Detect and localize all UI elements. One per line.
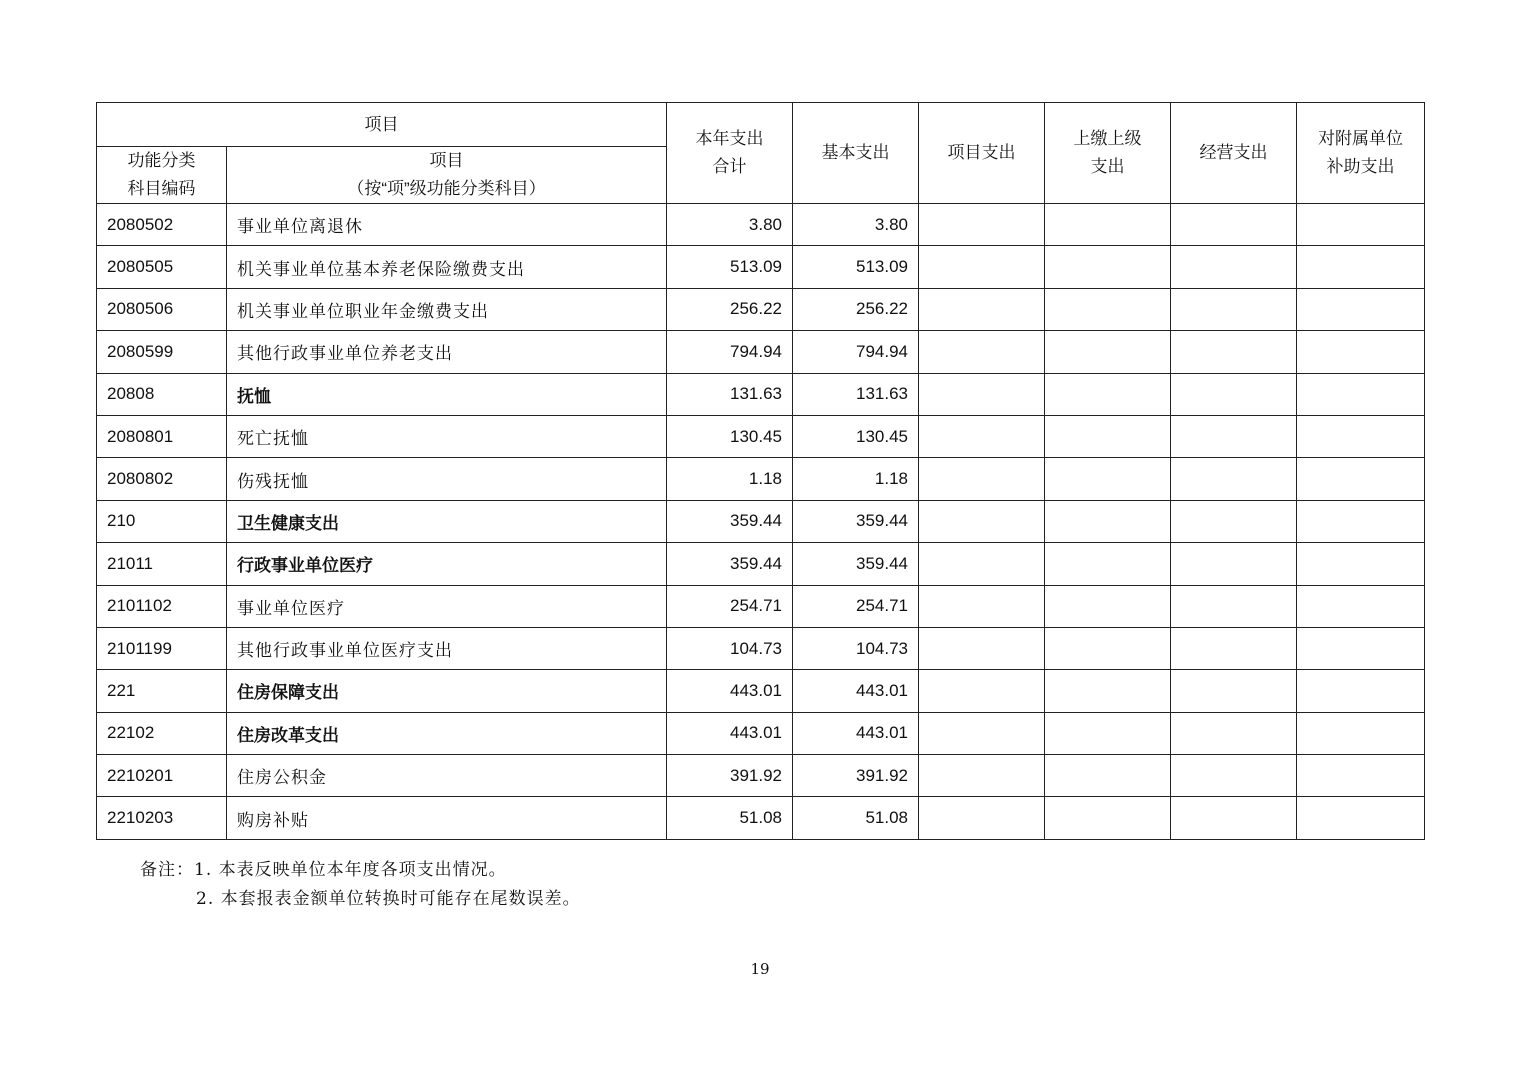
row-operating [1171, 712, 1297, 754]
table-row [97, 331, 1425, 373]
row-name: 抚恤 [227, 373, 667, 415]
row-name: 行政事业单位医疗 [227, 543, 667, 585]
row-basic: 513.09 [793, 246, 919, 288]
row-subsidy [1297, 797, 1425, 839]
row-remit [1045, 585, 1171, 627]
row-basic: 256.22 [793, 288, 919, 330]
row-project [919, 797, 1045, 839]
row-basic: 254.71 [793, 585, 919, 627]
row-project [919, 373, 1045, 415]
row-operating [1171, 331, 1297, 373]
notes [140, 856, 581, 914]
row-code: 2080502 [97, 204, 227, 246]
row-operating [1171, 755, 1297, 797]
row-operating [1171, 543, 1297, 585]
row-basic: 1.18 [793, 458, 919, 500]
row-basic: 131.63 [793, 373, 919, 415]
header-basic: 基本支出 [793, 103, 919, 204]
table-row [97, 670, 1425, 712]
row-operating [1171, 288, 1297, 330]
note-line-1: 备注：1. 本表反映单位本年度各项支出情况。 [140, 860, 507, 880]
row-operating [1171, 246, 1297, 288]
table-row [97, 712, 1425, 754]
header-name: 项目 （按“项”级功能分类科目） [227, 147, 667, 204]
row-subsidy [1297, 204, 1425, 246]
row-remit [1045, 627, 1171, 669]
row-name: 死亡抚恤 [227, 415, 667, 457]
row-remit [1045, 373, 1171, 415]
row-code: 2080505 [97, 246, 227, 288]
row-total: 254.71 [667, 585, 793, 627]
row-remit [1045, 331, 1171, 373]
row-code: 221 [97, 670, 227, 712]
row-total: 359.44 [667, 543, 793, 585]
header-project: 项目支出 [919, 103, 1045, 204]
header-code: 功能分类 科目编码 [97, 147, 227, 204]
table-row [97, 458, 1425, 500]
page-number: 19 [750, 960, 770, 978]
row-code: 2080801 [97, 415, 227, 457]
row-total: 359.44 [667, 500, 793, 542]
row-project [919, 500, 1045, 542]
header-total: 本年支出 合计 [667, 103, 793, 204]
row-basic: 443.01 [793, 712, 919, 754]
row-name: 事业单位离退休 [227, 204, 667, 246]
row-code: 21011 [97, 543, 227, 585]
row-remit [1045, 670, 1171, 712]
row-total: 443.01 [667, 670, 793, 712]
row-subsidy [1297, 500, 1425, 542]
row-subsidy [1297, 755, 1425, 797]
row-basic: 104.73 [793, 627, 919, 669]
row-basic: 794.94 [793, 331, 919, 373]
row-project [919, 246, 1045, 288]
row-basic: 359.44 [793, 500, 919, 542]
table-row [97, 415, 1425, 457]
row-remit [1045, 246, 1171, 288]
row-remit [1045, 204, 1171, 246]
row-code: 2101199 [97, 627, 227, 669]
row-total: 1.18 [667, 458, 793, 500]
row-name: 其他行政事业单位养老支出 [227, 331, 667, 373]
row-operating [1171, 670, 1297, 712]
row-remit [1045, 797, 1171, 839]
row-project [919, 415, 1045, 457]
table-row [97, 500, 1425, 542]
row-remit [1045, 755, 1171, 797]
row-remit [1045, 543, 1171, 585]
row-project [919, 585, 1045, 627]
row-subsidy [1297, 670, 1425, 712]
row-total: 131.63 [667, 373, 793, 415]
table-body [97, 204, 1425, 840]
row-code: 2080506 [97, 288, 227, 330]
row-total: 51.08 [667, 797, 793, 839]
row-operating [1171, 585, 1297, 627]
table-row [97, 246, 1425, 288]
row-remit [1045, 415, 1171, 457]
row-project [919, 627, 1045, 669]
table-row [97, 288, 1425, 330]
row-operating [1171, 458, 1297, 500]
row-remit [1045, 712, 1171, 754]
row-project [919, 331, 1045, 373]
row-remit [1045, 500, 1171, 542]
row-name: 住房保障支出 [227, 670, 667, 712]
row-basic: 3.80 [793, 204, 919, 246]
row-subsidy [1297, 373, 1425, 415]
row-operating [1171, 204, 1297, 246]
row-subsidy [1297, 543, 1425, 585]
row-basic: 130.45 [793, 415, 919, 457]
row-subsidy [1297, 712, 1425, 754]
row-subsidy [1297, 415, 1425, 457]
row-name: 伤残抚恤 [227, 458, 667, 500]
row-name: 机关事业单位职业年金缴费支出 [227, 288, 667, 330]
row-remit [1045, 458, 1171, 500]
row-basic: 51.08 [793, 797, 919, 839]
note-line-2: 2. 本套报表金额单位转换时可能存在尾数误差。 [196, 889, 581, 909]
row-total: 256.22 [667, 288, 793, 330]
row-code: 20808 [97, 373, 227, 415]
row-name: 购房补贴 [227, 797, 667, 839]
row-operating [1171, 373, 1297, 415]
row-subsidy [1297, 585, 1425, 627]
table-row [97, 755, 1425, 797]
row-project [919, 288, 1045, 330]
row-total: 794.94 [667, 331, 793, 373]
row-subsidy [1297, 627, 1425, 669]
row-project [919, 755, 1045, 797]
row-basic: 359.44 [793, 543, 919, 585]
row-operating [1171, 500, 1297, 542]
row-name: 机关事业单位基本养老保险缴费支出 [227, 246, 667, 288]
row-name: 其他行政事业单位医疗支出 [227, 627, 667, 669]
row-subsidy [1297, 288, 1425, 330]
row-basic: 443.01 [793, 670, 919, 712]
row-operating [1171, 627, 1297, 669]
table-row [97, 543, 1425, 585]
row-total: 513.09 [667, 246, 793, 288]
row-code: 2210203 [97, 797, 227, 839]
row-name: 住房公积金 [227, 755, 667, 797]
row-total: 443.01 [667, 712, 793, 754]
row-project [919, 670, 1045, 712]
row-name: 住房改革支出 [227, 712, 667, 754]
row-code: 2101102 [97, 585, 227, 627]
row-subsidy [1297, 458, 1425, 500]
row-name: 事业单位医疗 [227, 585, 667, 627]
row-code: 2210201 [97, 755, 227, 797]
row-project [919, 712, 1045, 754]
row-code: 210 [97, 500, 227, 542]
expenditure-table [96, 102, 1425, 840]
header-operating: 经营支出 [1171, 103, 1297, 204]
header-item: 项目 [97, 103, 667, 147]
row-code: 2080599 [97, 331, 227, 373]
header-subsidy: 对附属单位 补助支出 [1297, 103, 1425, 204]
row-operating [1171, 415, 1297, 457]
row-project [919, 543, 1045, 585]
row-code: 22102 [97, 712, 227, 754]
row-total: 391.92 [667, 755, 793, 797]
row-project [919, 458, 1045, 500]
row-name: 卫生健康支出 [227, 500, 667, 542]
row-code: 2080802 [97, 458, 227, 500]
table-row [97, 627, 1425, 669]
row-total: 104.73 [667, 627, 793, 669]
row-total: 130.45 [667, 415, 793, 457]
row-project [919, 204, 1045, 246]
table-row [97, 204, 1425, 246]
header-remit: 上缴上级 支出 [1045, 103, 1171, 204]
table-row [97, 797, 1425, 839]
table-row [97, 373, 1425, 415]
row-operating [1171, 797, 1297, 839]
row-total: 3.80 [667, 204, 793, 246]
row-basic: 391.92 [793, 755, 919, 797]
row-subsidy [1297, 331, 1425, 373]
row-subsidy [1297, 246, 1425, 288]
table-row [97, 585, 1425, 627]
row-remit [1045, 288, 1171, 330]
